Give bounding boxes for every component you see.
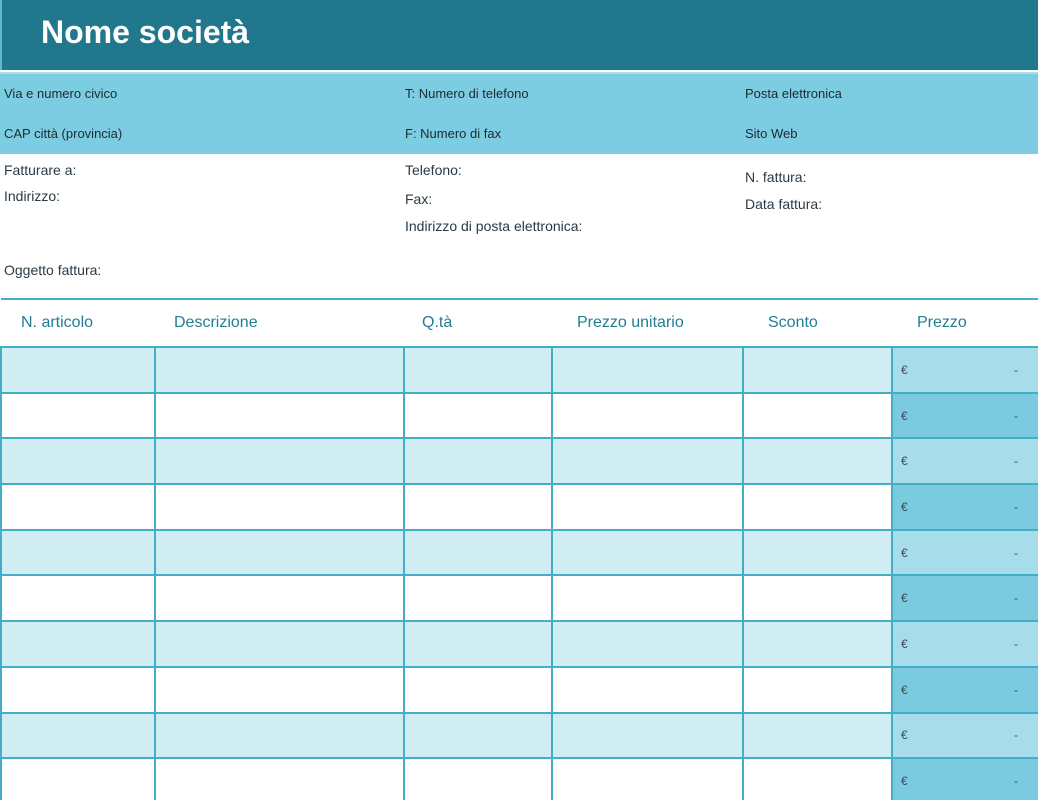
company-city[interactable]: CAP città (provincia) — [4, 126, 123, 141]
cell-price[interactable] — [892, 621, 1038, 667]
bill-address-label[interactable]: Indirizzo: — [4, 188, 61, 204]
cell-unit-price[interactable] — [552, 393, 743, 439]
cell-quantity[interactable] — [404, 758, 552, 800]
cell-price[interactable] — [892, 667, 1038, 713]
table-row — [1, 393, 1038, 439]
invoice-date-label[interactable]: Data fattura: — [745, 196, 823, 212]
bill-email-label[interactable]: Indirizzo di posta elettronica: — [405, 218, 583, 234]
table-row — [1, 484, 1038, 530]
cell-item-number[interactable] — [1, 713, 155, 759]
header-quantity[interactable]: Q.tà — [404, 299, 552, 347]
cell-discount[interactable] — [743, 621, 892, 667]
cell-description[interactable] — [155, 575, 404, 621]
cell-price[interactable] — [892, 484, 1038, 530]
table-row — [1, 621, 1038, 667]
cell-item-number[interactable] — [1, 530, 155, 576]
cell-discount[interactable] — [743, 713, 892, 759]
cell-unit-price[interactable] — [552, 667, 743, 713]
currency-symbol: € — [901, 499, 908, 514]
company-email[interactable]: Posta elettronica — [745, 86, 842, 101]
invoice-table — [0, 298, 1038, 800]
cell-unit-price[interactable] — [552, 758, 743, 800]
cell-quantity[interactable] — [404, 713, 552, 759]
invoice-subject-label[interactable]: Oggetto fattura: — [4, 262, 102, 278]
currency-symbol: € — [901, 728, 908, 743]
cell-quantity[interactable] — [404, 621, 552, 667]
cell-discount[interactable] — [743, 667, 892, 713]
cell-price[interactable] — [892, 713, 1038, 759]
currency-symbol: € — [901, 774, 908, 789]
cell-quantity[interactable] — [404, 347, 552, 393]
company-website[interactable]: Sito Web — [745, 126, 798, 141]
price-value: - — [1014, 591, 1018, 606]
cell-price[interactable] — [892, 393, 1038, 439]
cell-discount[interactable] — [743, 393, 892, 439]
cell-quantity[interactable] — [404, 667, 552, 713]
header-price[interactable]: Prezzo — [892, 299, 1038, 347]
cell-price[interactable] — [892, 758, 1038, 800]
price-value: - — [1014, 728, 1018, 743]
cell-description[interactable] — [155, 347, 404, 393]
cell-unit-price[interactable] — [552, 713, 743, 759]
invoice-number-label[interactable]: N. fattura: — [745, 169, 807, 185]
header-unit-price[interactable]: Prezzo unitario — [552, 299, 743, 347]
cell-item-number[interactable] — [1, 758, 155, 800]
price-value: - — [1014, 499, 1018, 514]
price-value: - — [1014, 408, 1018, 423]
company-fax[interactable]: F: Numero di fax — [405, 126, 502, 141]
header-discount[interactable]: Sconto — [743, 299, 892, 347]
cell-unit-price[interactable] — [552, 575, 743, 621]
cell-description[interactable] — [155, 484, 404, 530]
cell-unit-price[interactable] — [552, 438, 743, 484]
cell-unit-price[interactable] — [552, 530, 743, 576]
currency-symbol: € — [901, 454, 908, 469]
cell-price[interactable] — [892, 347, 1038, 393]
cell-discount[interactable] — [743, 438, 892, 484]
cell-description[interactable] — [155, 621, 404, 667]
cell-item-number[interactable] — [1, 393, 155, 439]
cell-price[interactable] — [892, 438, 1038, 484]
cell-item-number[interactable] — [1, 347, 155, 393]
cell-discount[interactable] — [743, 347, 892, 393]
currency-symbol: € — [901, 636, 908, 651]
cell-description[interactable] — [155, 393, 404, 439]
company-name[interactable]: Nome società — [41, 14, 250, 50]
cell-quantity[interactable] — [404, 393, 552, 439]
cell-quantity[interactable] — [404, 438, 552, 484]
price-value: - — [1014, 545, 1018, 560]
header-description[interactable]: Descrizione — [155, 299, 404, 347]
cell-description[interactable] — [155, 758, 404, 800]
table-row — [1, 530, 1038, 576]
cell-item-number[interactable] — [1, 667, 155, 713]
table-row — [1, 713, 1038, 759]
currency-symbol: € — [901, 408, 908, 423]
table-header-row — [1, 299, 1038, 347]
price-value: - — [1014, 454, 1018, 469]
currency-symbol: € — [901, 682, 908, 697]
company-phone[interactable]: T: Numero di telefono — [405, 86, 529, 101]
currency-symbol: € — [901, 362, 908, 377]
price-value: - — [1014, 362, 1018, 377]
cell-quantity[interactable] — [404, 484, 552, 530]
header-item-number[interactable]: N. articolo — [1, 299, 155, 347]
cell-quantity[interactable] — [404, 530, 552, 576]
table-row — [1, 667, 1038, 713]
currency-symbol: € — [901, 545, 908, 560]
table-row — [1, 438, 1038, 484]
price-value: - — [1014, 774, 1018, 789]
cell-unit-price[interactable] — [552, 621, 743, 667]
cell-discount[interactable] — [743, 575, 892, 621]
cell-item-number[interactable] — [1, 621, 155, 667]
currency-symbol: € — [901, 591, 908, 606]
cell-item-number[interactable] — [1, 575, 155, 621]
company-address[interactable]: Via e numero civico — [4, 86, 118, 101]
cell-quantity[interactable] — [404, 575, 552, 621]
cell-item-number[interactable] — [1, 438, 155, 484]
company-header — [0, 0, 1038, 70]
contact-band — [0, 72, 1038, 154]
bill-to-label[interactable]: Fatturare a: — [4, 162, 77, 178]
table-row — [1, 575, 1038, 621]
cell-discount[interactable] — [743, 484, 892, 530]
cell-unit-price[interactable] — [552, 484, 743, 530]
price-value: - — [1014, 636, 1018, 651]
table-row — [1, 758, 1038, 800]
cell-discount[interactable] — [743, 530, 892, 576]
cell-discount[interactable] — [743, 758, 892, 800]
cell-price[interactable] — [892, 530, 1038, 576]
bill-phone-label[interactable]: Telefono: — [405, 162, 462, 178]
cell-description[interactable] — [155, 667, 404, 713]
cell-item-number[interactable] — [1, 484, 155, 530]
cell-description[interactable] — [155, 438, 404, 484]
bill-fax-label[interactable]: Fax: — [405, 191, 433, 207]
price-value: - — [1014, 682, 1018, 697]
cell-unit-price[interactable] — [552, 347, 743, 393]
cell-description[interactable] — [155, 530, 404, 576]
cell-price[interactable] — [892, 575, 1038, 621]
table-row — [1, 347, 1038, 393]
cell-description[interactable] — [155, 713, 404, 759]
